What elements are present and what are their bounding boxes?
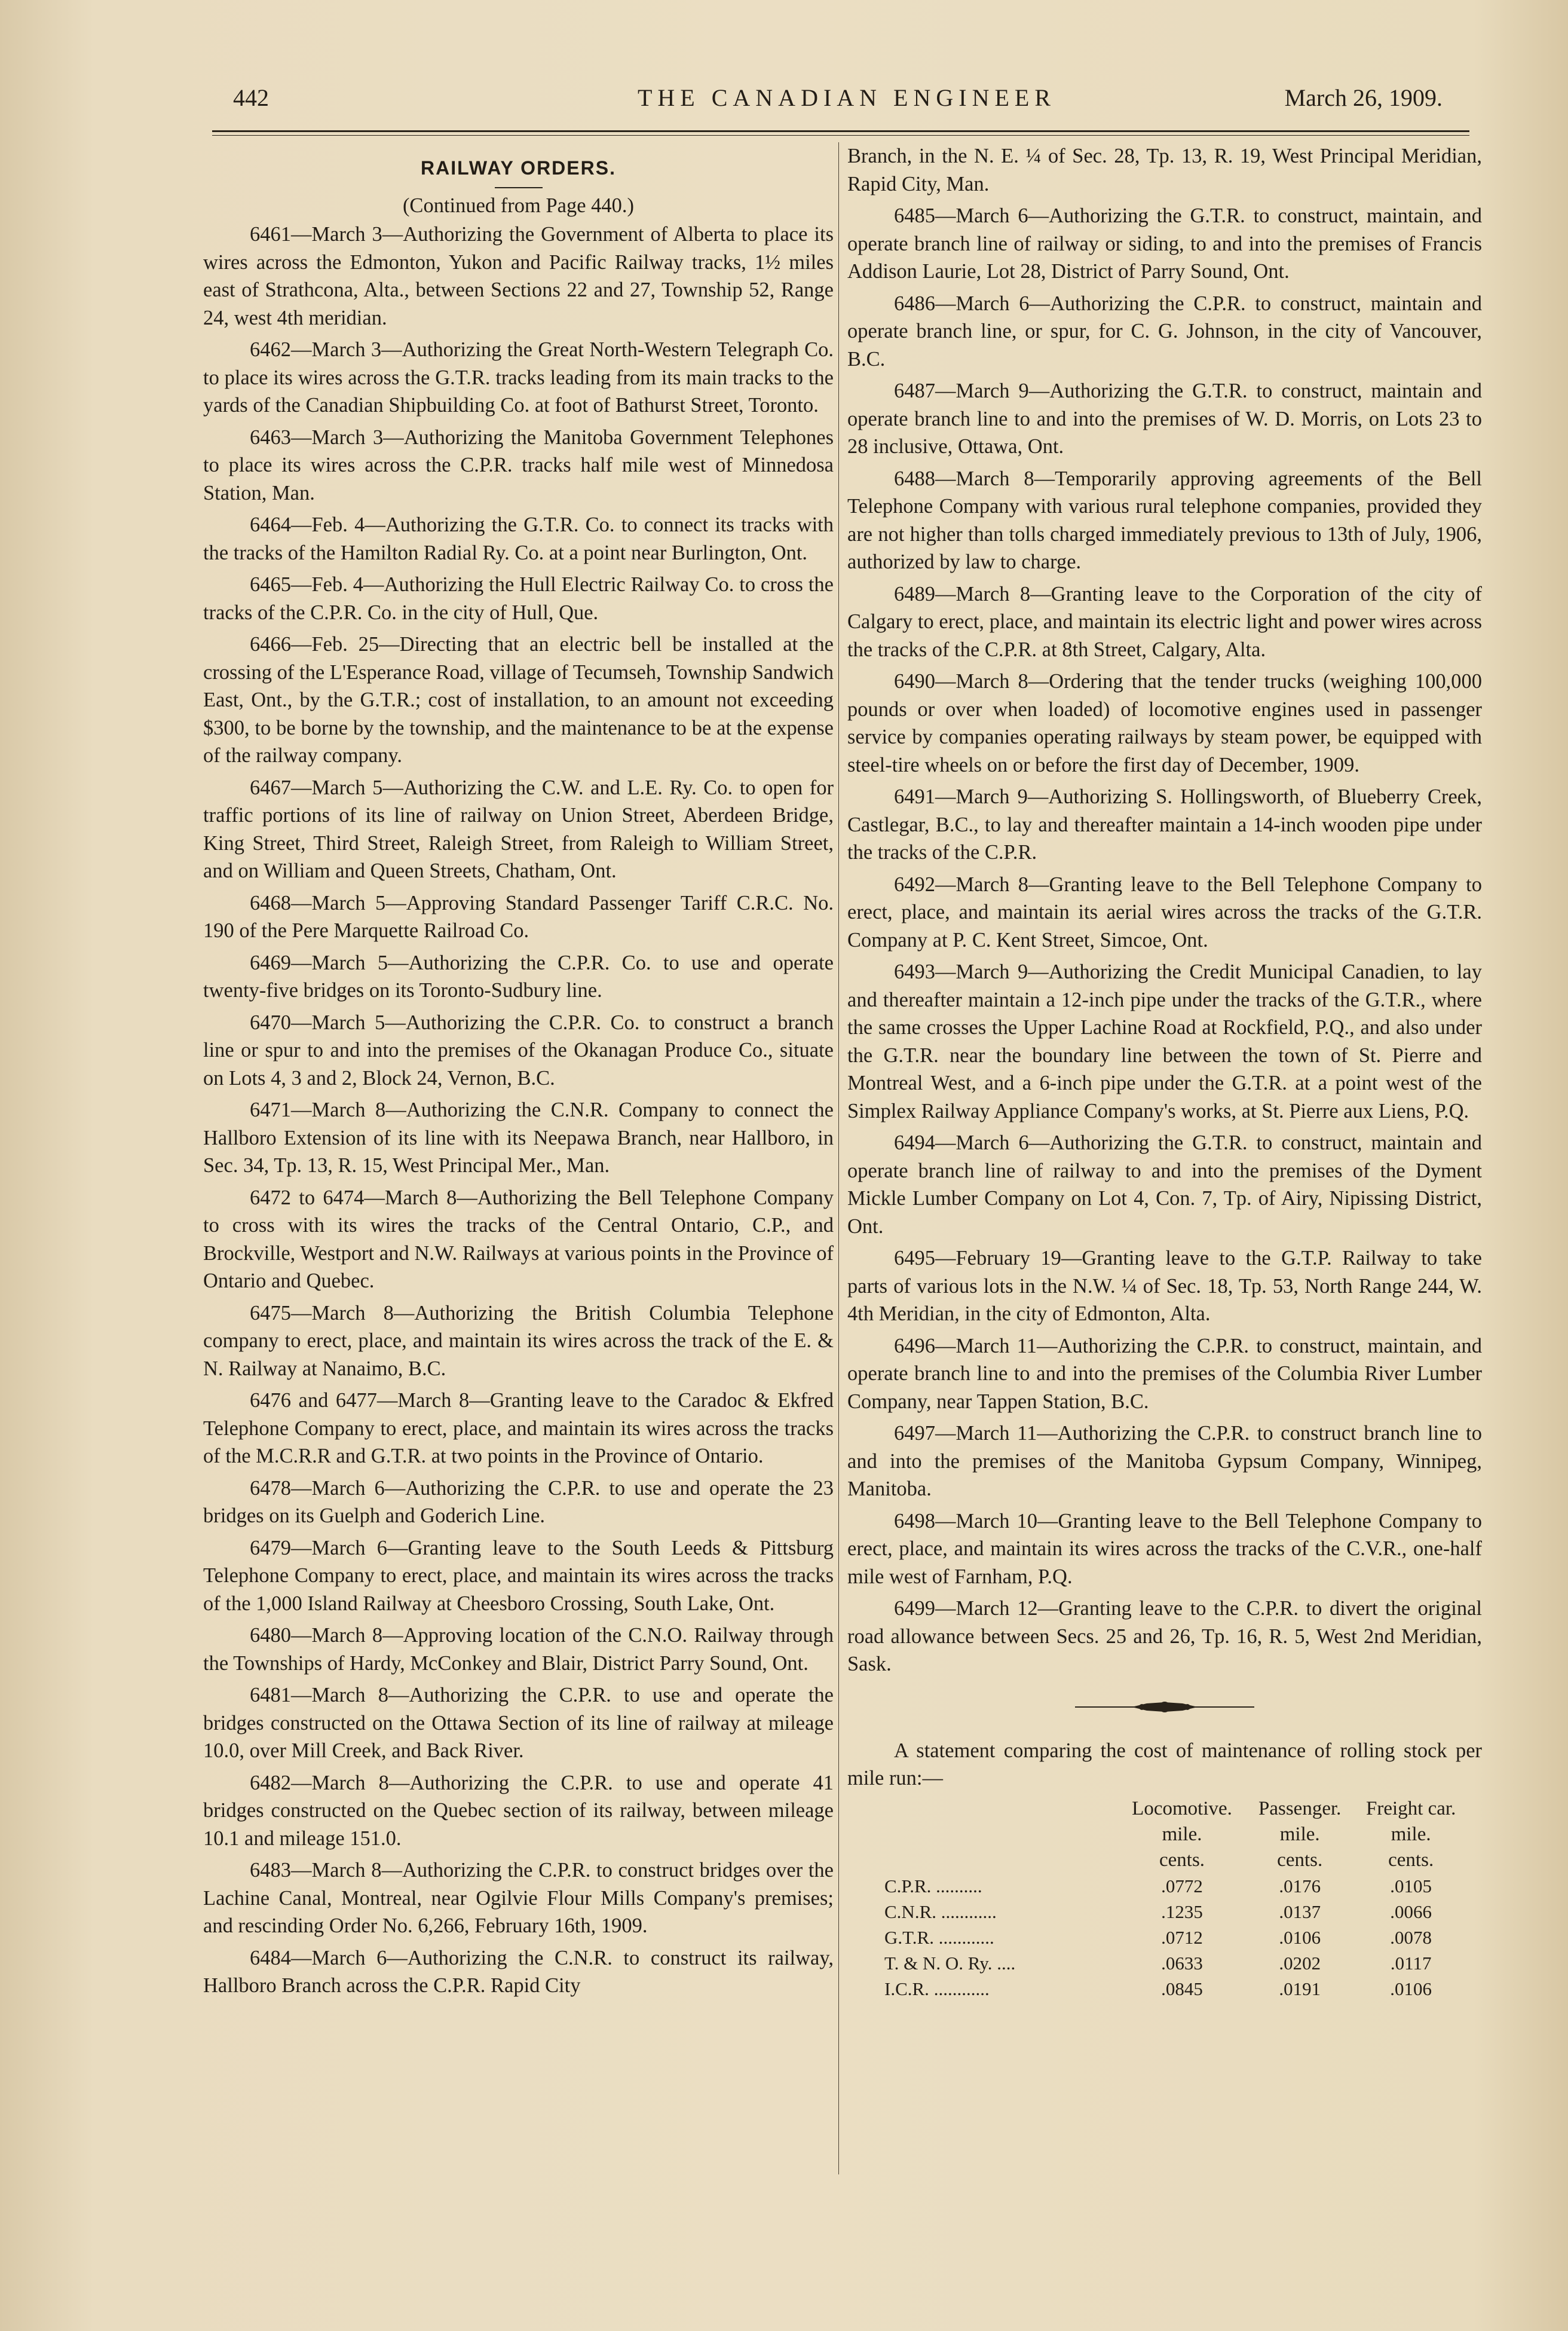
order-paragraph: 6462—March 3—Authorizing the Great North-Western Telegraph Co. to place its wires across the G.T.R. tracks leading from its main tracks to the yards of the Canadian Shipbuilding Co. at foot of Bathurst Street, Toronto.	[203, 338, 834, 417]
section-title: RAILWAY ORDERS.	[421, 157, 616, 179]
order-paragraph: 6472 to 6474—March 8—Authorizing the Bell Telephone Company to cross with its wires the tracks of the Central Ontario, C.P., and Brockville, Westport and N.W. Railways at various points in the Province of Ontario and Quebec.	[203, 1186, 834, 1292]
passenger-cost: .0106	[1279, 1926, 1321, 1948]
issue-date: March 26, 1909.	[1284, 84, 1443, 111]
order-paragraph: 6468—March 5—Approving Standard Passenger Tariff C.R.C. No. 190 of the Pere Marquette Railroad Co.	[203, 891, 834, 942]
order-paragraph: 6491—March 9—Authorizing S. Hollingsworth, of Blueberry Creek, Castlegar, B.C., to lay and thereafter maintain a 14-inch wooden pipe under the tracks of the C.P.R.	[847, 785, 1482, 864]
order-paragraph: 6478—March 6—Authorizing the C.P.R. to use and operate the 23 bridges on its Guelph and Goderich Line.	[203, 1476, 834, 1527]
order-paragraph: 6467—March 5—Authorizing the C.W. and L.E. Ry. Co. to open for traffic portions of its line of railway on Union Street, Aberdeen Bridge, King Street, Third Street, Raleigh Street, from Raleigh to William Street, and on William and Queen Streets, Chatham, Ont.	[203, 776, 834, 882]
left-column	[203, 142, 834, 2004]
column-header: cents.	[1159, 1849, 1205, 1871]
locomotive-cost: .1235	[1161, 1901, 1203, 1922]
order-paragraph: 6496—March 11—Authorizing the C.P.R. to construct, maintain, and operate branch line to and into the premises of the Columbia River Lumber Company, near Tappen Station, B.C.	[847, 1334, 1482, 1413]
railway-name: T. & N. O. Ry.	[884, 1952, 993, 1974]
continued-paragraph: Branch, in the N. E. ¼ of Sec. 28, Tp. 13, R. 19, West Principal Meridian, Rapid City, Man.	[847, 145, 1482, 195]
ornament-icon	[1075, 1695, 1254, 1719]
order-paragraph: 6487—March 9—Authorizing the G.T.R. to construct, maintain and operate branch line to and into the premises of W. D. Morris, on Lots 23 to 28 inclusive, Ottawa, Ont.	[847, 380, 1482, 458]
order-paragraph: 6499—March 12—Granting leave to the C.P.R. to divert the original road allowance between Secs. 25 and 26, Tp. 16, R. 5, West 2nd Meridian, Sask.	[847, 1597, 1482, 1675]
page-header	[233, 84, 1460, 120]
freight-cost: .0078	[1390, 1926, 1432, 1948]
table-row	[847, 1925, 1469, 1950]
dot-leader: ..........	[936, 1875, 982, 1896]
order-paragraph: 6461—March 3—Authorizing the Government of Alberta to place its wires across the Edmonton, Yukon and Pacific Railway tracks, 1½ miles east of Strathcona, Alta., between Sections 22 and 27, Township 52, Range 24, west 4th meridian.	[203, 223, 834, 329]
title-rule	[495, 187, 543, 188]
table-row	[847, 1976, 1469, 2002]
freight-cost: .0105	[1390, 1875, 1432, 1896]
locomotive-cost: .0845	[1161, 1978, 1203, 1999]
order-paragraph: 6488—March 8—Temporarily approving agreements of the Bell Telephone Company with various rural telephone companies, provided they are not higher than tolls charged immediately previous to 13th of July, 1906, authorized by law to charge.	[847, 467, 1482, 573]
column-header: mile.	[1391, 1823, 1431, 1845]
order-paragraph: 6497—March 11—Authorizing the C.P.R. to construct branch line to and into the premises of the Manitoba Gypsum Company, Winnipeg, Manitoba.	[847, 1422, 1482, 1500]
order-paragraph: 6484—March 6—Authorizing the C.N.R. to construct its railway, Hallboro Branch across the C.P.R. Rapid City	[203, 1946, 834, 1997]
order-paragraph: 6466—Feb. 25—Directing that an electric bell be installed at the crossing of the L'Esperance Road, village of Tecumseh, Township Sandwich East, Ont., by the G.T.R.; cost of installation, to an amount not exceeding $300, to be borne by the township, and the maintenance to be at the expense of the railway company.	[203, 633, 834, 767]
freight-cost: .0106	[1390, 1978, 1432, 1999]
order-paragraph: 6469—March 5—Authorizing the C.P.R. Co. to use and operate twenty-five bridges on its Toronto-Sudbury line.	[203, 951, 834, 1002]
locomotive-cost: .0712	[1161, 1926, 1203, 1948]
freight-cost: .0117	[1390, 1952, 1432, 1974]
passenger-cost: .0176	[1279, 1875, 1321, 1896]
railway-name-cell	[847, 1950, 1117, 1976]
order-paragraph: 6492—March 8—Granting leave to the Bell Telephone Company to erect, place, and maintain its aerial wires across the tracks of the G.T.R. Company at P. C. Kent Street, Simcoe, Ont.	[847, 873, 1482, 952]
table-header-row	[847, 1796, 1469, 1822]
passenger-cost: .0202	[1279, 1952, 1321, 1974]
ornamental-rule	[847, 1695, 1482, 1719]
order-paragraph: 6464—Feb. 4—Authorizing the G.T.R. Co. to connect its tracks with the tracks of the Hamilton Radial Ry. Co. at a point near Burlington, Ont.	[203, 513, 834, 564]
header-rule-thin	[212, 135, 1469, 136]
dot-leader: ............	[933, 1978, 990, 1999]
column-divider	[838, 142, 839, 2174]
order-paragraph: 6493—March 9—Authorizing the Credit Municipal Canadien, to lay and thereafter maintain a 12-inch pipe under the tracks of the G.T.R., where the same crosses the Upper Lachine Road at Rockfield, P.Q., and also under the G.T.R. near the boundary line between the town of St. Pierre and Montreal West, and a 6-inch pipe under the G.T.R. at a point west of the Simplex Railway Appliance Company's works, at St. Pierre aux Liens, P.Q.	[847, 960, 1482, 1122]
railway-name: I.C.R.	[884, 1978, 929, 1999]
table-row	[847, 1950, 1469, 1976]
order-paragraph: 6480—March 8—Approving location of the C.N.O. Railway through the Townships of Hardy, McConkey and Blair, District Parry Sound, Ont.	[203, 1624, 834, 1675]
locomotive-cost: .0633	[1161, 1952, 1203, 1974]
table-row	[847, 1899, 1469, 1925]
table-row	[847, 1873, 1469, 1899]
railway-name: C.P.R.	[884, 1875, 932, 1896]
column-header: cents.	[1388, 1849, 1434, 1871]
continued-note: (Continued from Page 440.)	[402, 194, 635, 217]
order-paragraph: 6498—March 10—Granting leave to the Bell Telephone Company to erect, place, and maintain its wires across the tracks of the C.V.R., one-half mile west of Farnham, P.Q.	[847, 1509, 1482, 1588]
freight-cost: .0066	[1390, 1901, 1432, 1922]
railway-name: G.T.R.	[884, 1926, 934, 1948]
dot-leader: ....	[997, 1952, 1016, 1974]
order-paragraph: 6486—March 6—Authorizing the C.P.R. to construct, maintain and operate branch line, or spur, for C. G. Johnson, in the city of Vancouver, B.C.	[847, 292, 1482, 371]
order-paragraph: 6495—February 19—Granting leave to the G.T.P. Railway to take parts of various lots in the N.W. ¼ of Sec. 18, Tp. 53, North Range 244, W. 4th Meridian, in the city of Edmonton, Alta.	[847, 1247, 1482, 1325]
order-paragraph: 6489—March 8—Granting leave to the Corporation of the city of Calgary to erect, place, and maintain its electric light and power wires across the tracks of the C.P.R. at 8th Street, Calgary, Alta.	[847, 582, 1482, 661]
table-header-row	[847, 1822, 1469, 1847]
order-paragraph: 6485—March 6—Authorizing the G.T.R. to construct, maintain, and operate branch line of railway or siding, to and into the premises of Francis Addison Laurie, Lot 28, District of Parry Sound, Ont.	[847, 204, 1482, 283]
railway-name-cell	[847, 1873, 1117, 1899]
order-paragraph: 6475—March 8—Authorizing the British Columbia Telephone company to erect, place, and maintain its wires across the track of the E. & N. Railway at Nanaimo, B.C.	[203, 1301, 834, 1380]
column-header: mile.	[1162, 1823, 1202, 1845]
passenger-cost: .0191	[1279, 1978, 1321, 1999]
order-paragraph: 6470—March 5—Authorizing the C.P.R. Co. to construct a branch line or spur to and into the premises of the Okanagan Produce Co., situate on Lots 4, 3 and 2, Block 24, Vernon, B.C.	[203, 1011, 834, 1090]
dot-leader: ............	[941, 1901, 997, 1922]
order-paragraph: 6476 and 6477—March 8—Granting leave to the Caradoc & Ekfred Telephone Company to erect, place, and maintain its wires across the tracks of the M.C.R.R and G.T.R. at two points in the Province of Ontario.	[203, 1389, 834, 1467]
railway-name-cell	[847, 1976, 1117, 2002]
column-header: cents.	[1277, 1849, 1323, 1871]
order-paragraph: 6490—March 8—Ordering that the tender trucks (weighing 100,000 pounds or over when loaded) of locomotive engines used in passenger service by companies operating railways by steam power, be equipped with steel-tire wheels on or before the first day of December, 1909.	[847, 670, 1482, 776]
railway-name-cell	[847, 1899, 1117, 1925]
order-paragraph: 6479—March 6—Granting leave to the South Leeds & Pittsburg Telephone Company to erect, place, and maintain its wires across the tracks of the 1,000 Island Railway at Cheesboro Crossing, South Lake, Ont.	[203, 1536, 834, 1615]
statement-text: A statement comparing the cost of maintenance of rolling stock per mile run:—	[847, 1739, 1482, 1789]
locomotive-cost: .0772	[1161, 1875, 1203, 1896]
dot-leader: ............	[938, 1926, 994, 1948]
maintenance-cost-table	[847, 1796, 1469, 2002]
table-header-row	[847, 1847, 1469, 1873]
order-paragraph: 6481—March 8—Authorizing the C.P.R. to use and operate the bridges constructed on the Ottawa Section of its line of railway at mileage 10.0, over Mill Creek, and Back River.	[203, 1684, 834, 1762]
header-rule	[212, 130, 1469, 132]
order-paragraph: 6463—March 3—Authorizing the Manitoba Government Telephones to place its wires across the C.P.R. tracks half mile west of Minnedosa Station, Man.	[203, 426, 834, 504]
passenger-cost: .0137	[1279, 1901, 1321, 1922]
right-column	[847, 142, 1482, 2002]
order-paragraph: 6471—March 8—Authorizing the C.N.R. Company to connect the Hallboro Extension of its line with its Neepawa Branch, near Hallboro, in Sec. 34, Tp. 13, R. 15, West Principal Mer., Man.	[203, 1099, 834, 1177]
order-paragraph: 6494—March 6—Authorizing the G.T.R. to construct, maintain and operate branch line of railway to and into the premises of the Dyment Mickle Lumber Company on Lot 4, Con. 7, Tp. of Airy, Nipissing District, Ont.	[847, 1131, 1482, 1238]
order-paragraph: 6482—March 8—Authorizing the C.P.R. to use and operate 41 bridges constructed on the Quebec section of its railway, between mileage 10.1 and mileage 151.0.	[203, 1771, 834, 1850]
column-header: Passenger.	[1258, 1797, 1342, 1819]
railway-name: C.N.R.	[884, 1901, 936, 1922]
page-number: 442	[233, 84, 269, 111]
railway-name-cell	[847, 1925, 1117, 1950]
order-paragraph: 6483—March 8—Authorizing the C.P.R. to construct bridges over the Lachine Canal, Montreal, near Ogilvie Flour Mills Company's premises; and rescinding Order No. 6,266, February 16th, 1909.	[203, 1859, 834, 1937]
column-header: Freight car.	[1366, 1797, 1456, 1819]
column-header: mile.	[1279, 1823, 1320, 1845]
journal-title: THE CANADIAN ENGINEER	[637, 84, 1056, 111]
column-header: Locomotive.	[1132, 1797, 1232, 1819]
order-paragraph: 6465—Feb. 4—Authorizing the Hull Electric Railway Co. to cross the tracks of the C.P.R. Co. in the city of Hull, Que.	[203, 573, 834, 624]
